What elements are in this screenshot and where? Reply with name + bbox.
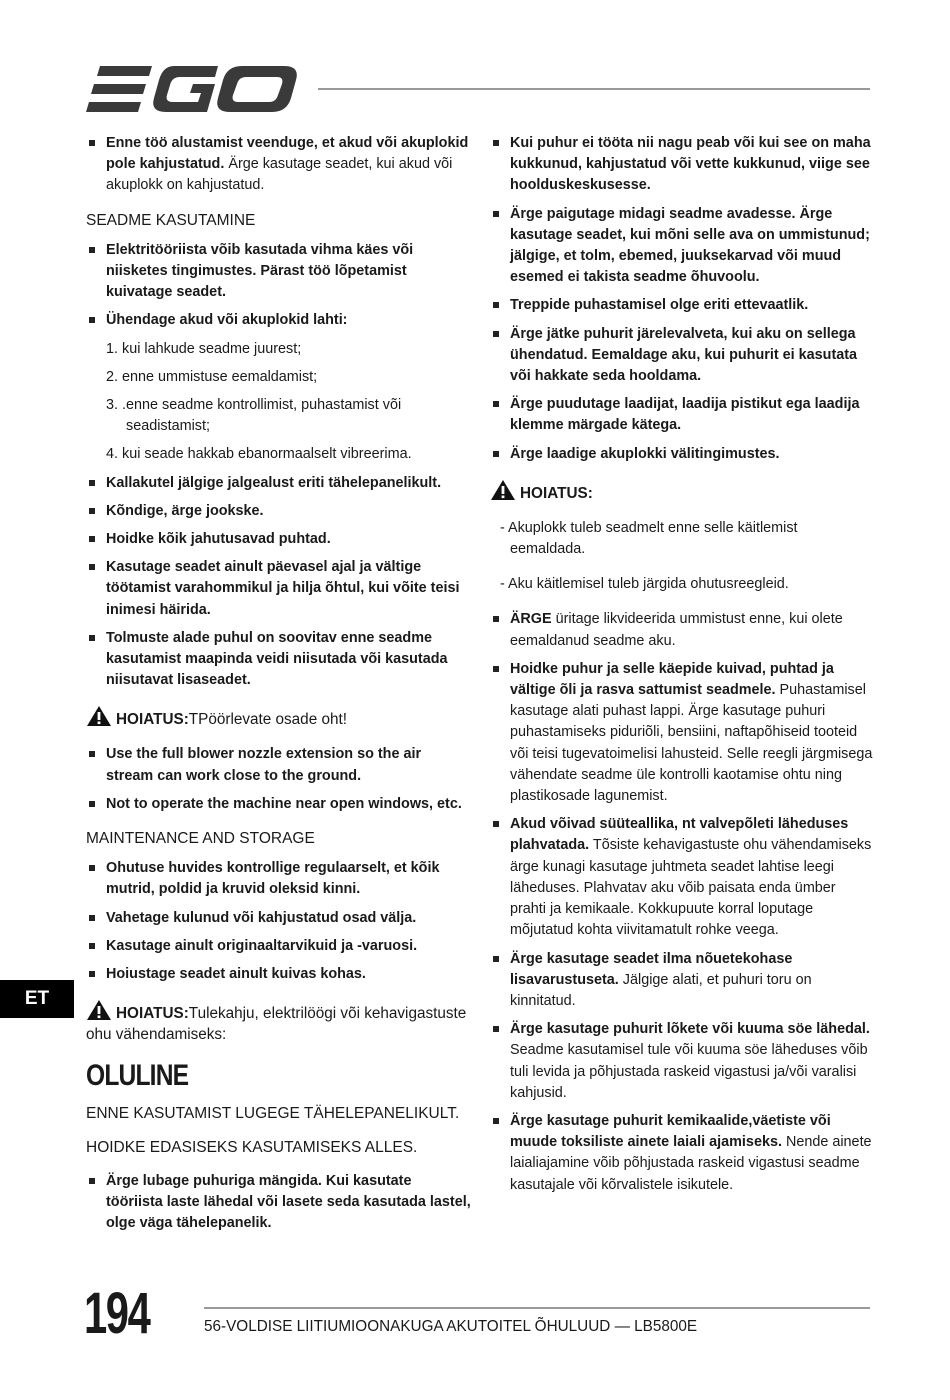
read-carefully-line: ENNE KASUTAMIST LUGEGE TÄHELEPANELIKULT. xyxy=(86,1104,460,1122)
footer-title: 56-VOLDISE LIITIUMIOONAKUGA AKUTOITEL ÕHULUUD — LB5800E xyxy=(204,1318,698,1335)
list-item: Not to operate the machine near open windows, etc. xyxy=(86,794,472,815)
sublist-item: 2. enne ummistuse eemaldamist; xyxy=(106,368,318,385)
section-heading-maintenance: MAINTENANCE AND STORAGE xyxy=(86,830,315,848)
list-item: Treppide puhastamisel olge eriti ettevaatlik. xyxy=(490,295,874,316)
list-item: Kui puhur ei tööta nii nagu peab või kui see on maha kukkunud, kahjustatud või vette kukkunud, viige see hoolduskeskusesse. xyxy=(490,133,874,197)
list-item: Ärge kasutage seadet ilma nõuetekohase lisavarustuseta. Jälgige alati, et puhuri toru on kinnitatud. xyxy=(490,949,874,1013)
list-item: Kõndige, ärge jookske. xyxy=(86,501,472,522)
list-item: Akud võivad süüteallika, nt valvepõleti läheduses plahvatada. Tõsiste kehavigastuste ohu vähendamiseks ärge kunagi kasutage juhtmeta seadet lahtise leegi läheduses. Plahvatav aku võib paisata enda ümber prahti ja kemikaale. Kokkupuute korral loputage mõjutatud kohta viivitamatult rohke veega. xyxy=(490,814,874,941)
warning-triangle-icon xyxy=(86,999,112,1021)
list-item: Ärge paigutage midagi seadme avadesse. Ärge kasutage seadet, kui mõni selle ava on ummistunud; jälgige, et tolm, ebemed, juuksekarvad või muud esemed ei takista seadme õhuvoolu. xyxy=(490,204,874,289)
warning-text: Tulekahju, elektrilöögi või kehavigastuste ohu vähendamiseks: xyxy=(86,1005,467,1044)
list-item: Ärge lubage puhuriga mängida. Kui kasutate tööriista laste lähedal või lasete seda kasutada lastel, olge väga tähelepanelik. xyxy=(86,1171,472,1235)
list-item: Kasutage seadet ainult päevasel ajal ja vältige töötamist varahommikul ja hilja õhtul, kui võite teisi inimesi häirida. xyxy=(86,557,472,621)
warning-triangle-icon xyxy=(490,479,516,501)
header-divider xyxy=(318,88,870,90)
page-number: 194 xyxy=(84,1281,150,1346)
warning-text: TPöörlevate osade oht! xyxy=(188,711,347,729)
list-item: Ühendage akud või akuplokid lahti: xyxy=(86,310,472,331)
list-item: Hoidke puhur ja selle käepide kuivad, puhtad ja vältige õli ja rasva sattumist seadmele. Puhastamisel kasutage alati puhast lappi. Ärge kasutage puhuri puhastamiseks piduriõli, bensiini, naftapõhiseid tooteid või teisi tugevatoimelisi lahusteid. Selle reegli järgmisega vähendate seadme üle kontrolli kaotamise ohtu ning plastikosade lagunemist. xyxy=(490,659,874,807)
list-item: Tolmuste alade puhul on soovitav enne seadme kasutamist maapinda veidi niisutada või kasutada niisutavat lisaseadet. xyxy=(86,628,472,692)
numbered-sublist xyxy=(86,339,472,466)
important-heading: OLULINE xyxy=(86,1059,189,1093)
list-item: Use the full blower nozzle extension so the air stream can work close to the ground. xyxy=(86,744,472,786)
list-item: Hoidke kõik jahutusavad puhtad. xyxy=(86,529,472,550)
list-item: Ärge kasutage puhurit lõkete või kuuma söe lähedal. Seadme kasutamisel tule või kuuma söe läheduses võib tuli levida ja põhjustada raskeid vigastusi ja/või varalisi kahjusid. xyxy=(490,1019,874,1104)
language-tab: ET xyxy=(0,980,74,1018)
list-item: Kallakutel jälgige jalgealust eriti tähelepanelikult. xyxy=(86,473,472,494)
sublist-item: 3. .enne seadme kontrollimist, puhastamist või seadistamist; xyxy=(106,397,402,435)
list-item: Ärge kasutage puhurit kemikaalide,väetiste või muude toksiliste ainete laiali ajamiseks. Nende ainete laialiajamine võib põhjustada raskeid vigastusi seadme kasutajale või kõrvalistele isikutele. xyxy=(490,1111,874,1196)
warning-note xyxy=(86,705,472,730)
warning-note xyxy=(86,999,472,1045)
list-item: Ärge jätke puhurit järelevalveta, kui aku on sellega ühendatud. Eemaldage aku, kui puhurit ei kasutata või hakkate seda hooldama. xyxy=(490,324,874,388)
list-item: Hoiustage seadet ainult kuivas kohas. xyxy=(86,964,472,985)
list-item: Enne töö alustamist veenduge, et akud või akuplokid pole kahjustatud. Ärge kasutage seadet, kui akud või akuplokk on kahjustatud. xyxy=(86,133,472,197)
list-item: Ärge puudutage laadijat, laadija pistikut ega laadija klemme märgade kätega. xyxy=(490,394,874,436)
warning-label: HOIATUS: xyxy=(116,711,189,729)
footer-divider xyxy=(204,1307,870,1309)
list-item: Ohutuse huvides kontrollige regulaarselt, et kõik mutrid, poldid ja kruvid oleksid kinni. xyxy=(86,858,472,900)
left-column xyxy=(86,133,472,1242)
section-heading-usage: SEADME KASUTAMINE xyxy=(86,211,256,229)
ego-logo xyxy=(86,64,298,114)
right-column xyxy=(490,133,874,1203)
list-item: Elektritööriista võib kasutada vihma käes või niisketes tingimustes. Pärast töö lõpetamist kuivatage seadet. xyxy=(86,240,472,304)
sublist-item: 1. kui lahkude seadme juurest; xyxy=(106,340,302,357)
keep-instructions-line: HOIDKE EDASISEKS KASUTAMISEKS ALLES. xyxy=(86,1138,418,1156)
dash-item: - Aku käitlemisel tuleb järgida ohutusreegleid. xyxy=(500,576,789,593)
sublist-item: 4. kui seade hakkab ebanormaalselt vibreerima. xyxy=(106,446,412,463)
dash-item: - Akuplokk tuleb seadmelt enne selle käitlemist eemaldada. xyxy=(500,519,798,558)
list-item: ÄRGE üritage likvideerida ummistust enne, kui olete eemaldanud seadme aku. xyxy=(490,609,874,651)
warning-label: HOIATUS: xyxy=(520,484,593,502)
warning-label: HOIATUS: xyxy=(116,1005,189,1023)
warning-note xyxy=(490,479,874,504)
warning-triangle-icon xyxy=(86,705,112,727)
list-item: Ärge laadige akuplokki välitingimustes. xyxy=(490,444,874,465)
list-item: Kasutage ainult originaaltarvikuid ja -varuosi. xyxy=(86,936,472,957)
list-item: Vahetage kulunud või kahjustatud osad välja. xyxy=(86,908,472,929)
